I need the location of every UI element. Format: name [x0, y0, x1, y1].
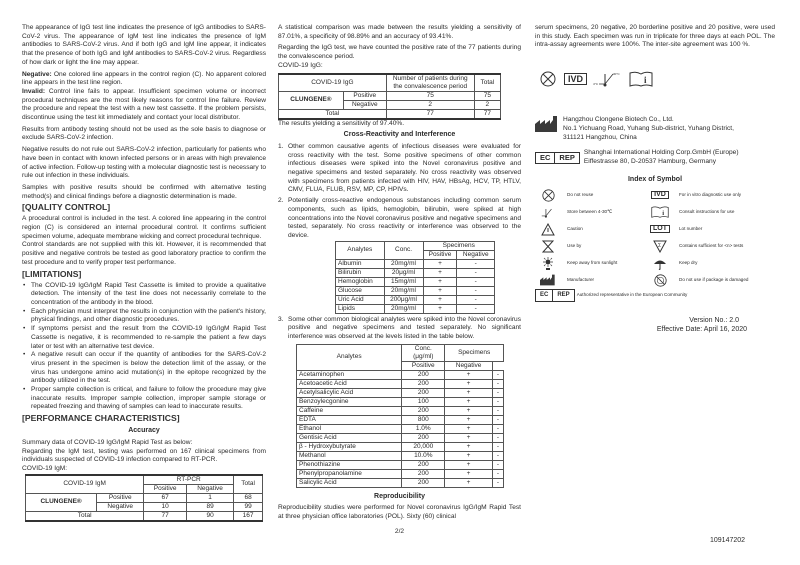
- limitation-item: • The COVID-19 IgG/IgM Rapid Test Cassette is limited to provide a qualitative detection. The intensity of the test line does not necessarily correlate to the concentration of the antibody in the blood.: [22, 282, 266, 308]
- table-row: [297, 460, 504, 469]
- accuracy-heading: Accuracy: [128, 427, 160, 435]
- negative-result: -: [492, 442, 503, 451]
- manufacturer-address: [563, 116, 734, 142]
- symbol-item: [535, 222, 647, 236]
- positive-result: +: [423, 295, 457, 304]
- reproducibility-continued: serum specimens, 20 negative, 20 borderline positive and 20 positive, were used in this study. Each specimen was run in triplicate for three days at each POL. The intra-assay agreements were 100%. The inter-site agreement was 100 %.: [535, 24, 775, 49]
- negative-result: -: [492, 388, 503, 397]
- concentration: 200: [402, 406, 445, 415]
- positive-result: +: [445, 442, 493, 451]
- manufacturer-street: No.1 Yichuang Road, Yuhang Sub-district, Yuhang District,: [563, 124, 734, 132]
- temperature-icon: [595, 70, 621, 88]
- concentration: 200: [402, 388, 445, 397]
- conc-header: Conc.: [384, 241, 423, 259]
- igg-description: Regarding the IgG test, we have counted the positive rate of the 77 patients during the convalescence period.: [278, 44, 521, 61]
- positive-result: +: [423, 259, 457, 268]
- positive-result: +: [445, 460, 493, 469]
- index-of-symbol-heading: Index of Symbol: [627, 175, 683, 183]
- positive-result: +: [445, 415, 493, 424]
- page-number: 2/2: [394, 527, 405, 535]
- list-item: [278, 143, 521, 195]
- list-item: [278, 316, 521, 488]
- result-invalid: [22, 88, 266, 123]
- symbol-item: [535, 256, 647, 270]
- negative-result: -: [492, 370, 503, 379]
- row-label: Total: [26, 511, 144, 521]
- concentration: 20mg/ml: [384, 286, 423, 295]
- manufacturer-city: 311121 Hangzhou, China: [563, 133, 637, 141]
- row-label: Negative: [97, 502, 144, 511]
- igg-caption: COVID-19 IgG:: [278, 61, 323, 69]
- negative-result: -: [492, 469, 503, 478]
- negative-label: Negative:: [22, 70, 52, 78]
- analyte-name: Glucose: [336, 286, 385, 295]
- analyte-name: Gentisic Acid: [297, 433, 402, 442]
- table-corner: COVID-19 IgM: [26, 475, 144, 494]
- concentration: 100: [402, 397, 445, 406]
- symbol-label: For in vitro diagnostic use only: [679, 192, 742, 198]
- table-row: [336, 259, 495, 268]
- positive-result: +: [423, 286, 457, 295]
- concentration: 200: [402, 370, 445, 379]
- negative-result: -: [492, 379, 503, 388]
- cell: 75: [474, 91, 500, 100]
- positive-result: +: [445, 397, 493, 406]
- cell: 77: [386, 109, 474, 119]
- negative-header: Negative: [445, 361, 493, 370]
- invalid-label: Invalid:: [22, 87, 46, 95]
- cell: 99: [234, 502, 263, 511]
- consult-instructions-icon: [651, 206, 669, 218]
- analyte-name: Bilirubin: [336, 268, 385, 277]
- table-row: [297, 442, 504, 451]
- concentration: 20mg/ml: [384, 259, 423, 268]
- brand-cell: CLUNGENE®: [26, 493, 97, 511]
- cell: 10: [144, 502, 187, 511]
- table-row: [297, 433, 504, 442]
- symbol-label: Keep dry: [679, 260, 698, 266]
- positive-result: +: [445, 469, 493, 478]
- concentration: 800: [402, 415, 445, 424]
- analyte-name: Phenothiazine: [297, 460, 402, 469]
- cell: 2: [386, 100, 474, 109]
- item-text: Some other common biological analytes were spiked into the Novel coronavirus positive and negative specimens and tested separately. No significant interference was observed at the levels listed in the table below.: [288, 315, 521, 341]
- analyte-name: Caffeine: [297, 406, 402, 415]
- symbol-item: [647, 188, 775, 202]
- cross-reactivity-list: [278, 143, 521, 488]
- temp-high-label: 30°C: [613, 72, 620, 77]
- cell: 67: [144, 493, 187, 502]
- negative-result: -: [492, 424, 503, 433]
- specimens-header: Specimens: [445, 344, 504, 361]
- table-row: [297, 388, 504, 397]
- specimens-header: Specimens: [423, 241, 494, 250]
- analyte-name: Salicylic Acid: [297, 478, 402, 487]
- negative-result: -: [457, 286, 495, 295]
- negative-result: -: [457, 277, 495, 286]
- cell: 75: [386, 91, 474, 100]
- table-row: [297, 406, 504, 415]
- effective-date: Effective Date: April 16, 2020: [656, 326, 747, 334]
- reproducibility-text: Reproducibility studies were performed for Novel coronavirus IgG/IgM Rapid Test at three physician office laboratories (POL). Sixty (60) clinical: [278, 504, 521, 521]
- do-not-reuse-icon: [542, 189, 555, 202]
- table-row: [297, 478, 504, 487]
- negative-result: -: [492, 460, 503, 469]
- symbol-item: [647, 222, 775, 236]
- analyte-name: Acetaminophen: [297, 370, 402, 379]
- symbol-label: Do not use if package is damaged: [679, 277, 749, 283]
- column-2: [278, 24, 521, 537]
- table-row: [297, 397, 504, 406]
- document-code: 109147202: [710, 537, 746, 544]
- table-row: [336, 277, 495, 286]
- analyte-name: Uric Acid: [336, 295, 385, 304]
- cell: 1: [187, 493, 234, 502]
- table-row: [297, 370, 504, 379]
- symbol-item: [535, 289, 775, 302]
- positive-result: +: [445, 433, 493, 442]
- quality-control-heading: [QUALITY CONTROL]: [22, 202, 111, 213]
- symbol-item: [647, 273, 775, 287]
- concentration: 20mg/ml: [384, 304, 423, 313]
- negative-result: -: [457, 259, 495, 268]
- symbol-item: [647, 256, 775, 270]
- row-label: Negative: [343, 100, 386, 109]
- sole-basis-text: Results from antibody testing should not be used as the sole basis to diagnose or exclude SARS-CoV-2 infection.: [22, 125, 266, 142]
- total-header: Total: [234, 475, 263, 494]
- analyte-name: Hemoglobin: [336, 277, 385, 286]
- sufficient-for-icon: [653, 240, 667, 253]
- cell: 167: [234, 511, 263, 521]
- ivd-icon: IVD: [564, 73, 587, 86]
- manufacturer-icon: [535, 116, 559, 132]
- sunlight-icon: [541, 257, 555, 270]
- limitation-item: • A negative result can occur if the quantity of antibodies for the SARS-CoV-2 virus present in the specimen is below the detection limit of the assay, or the virus has undergone amino acid mutation(s) in the epitope recognized by the antibody utilized in the test.: [22, 351, 266, 386]
- negative-result: -: [492, 451, 503, 460]
- rep-label: REP: [552, 290, 573, 301]
- symbol-label: Lot number: [679, 226, 703, 232]
- negative-header: Negative: [187, 484, 234, 493]
- item-number: 2.: [278, 197, 284, 205]
- positive-samples-text: Samples with positive results should be confirmed with alternative testing method(s) and clinical findings before a diagnostic determination is made.: [22, 183, 266, 200]
- table-row: [297, 469, 504, 478]
- positive-result: +: [445, 451, 493, 460]
- item-number: 1.: [278, 142, 284, 150]
- item-text: Potentially cross-reactive endogenous substances including common serum components, such as lipids, hemoglobin, bilirubin, were spiked at high concentrations into the Novel coronavirus positive and negative specimens and tested, separately. No cross reactivity or interference was observed to the device.: [288, 197, 521, 239]
- concentration: 200μg/ml: [384, 295, 423, 304]
- negative-result: -: [457, 295, 495, 304]
- table-row: [297, 424, 504, 433]
- qc-paragraph-1: A procedural control is included in the test. A colored line appearing in the control region (C) is considered an internal procedural control. It confirms sufficient specimen volume, adequate membrane wicking and correct procedural technique.: [22, 215, 266, 240]
- concentration: 200: [402, 469, 445, 478]
- symbol-label: Manufacturer: [567, 277, 595, 283]
- concentration: 1.0%: [402, 424, 445, 433]
- endogenous-substances-table: [335, 241, 495, 314]
- ec-rep-icon: [535, 152, 580, 165]
- positive-result: +: [423, 304, 457, 313]
- symbol-label: Use by: [567, 243, 582, 249]
- concentration: 20,000: [402, 442, 445, 451]
- result-positive-text: The appearance of IgG test line indicates the presence of IgG antibodies to SARS-CoV-2 virus. The appearance of IgM test line indicates the presence of IgM antibodies to SARS-CoV-2 virus. And if both IgG and IgM line appear, it indicates that the presence of both IgG and IgM antibodies to SARS-CoV-2 virus. Regardless of how dark or light the line may appear.: [22, 24, 266, 66]
- table-row: [297, 415, 504, 424]
- svg-text:i: i: [662, 210, 665, 218]
- negative-result: -: [457, 268, 495, 277]
- negative-result: -: [492, 433, 503, 442]
- version-number: Version No.: 2.0: [689, 317, 739, 325]
- ec-rep-block: [535, 149, 775, 166]
- qc-paragraph-2: Control standards are not supplied with this kit. However, it is recommended that positive and negative controls be tested as good laboratory practice to confirm the test procedure and to verify proper test performance.: [22, 241, 266, 266]
- list-item: [278, 197, 521, 314]
- statistical-comparison: A statistical comparison was made between the results yielding a sensitivity of 87.01%, a specificity of 98.89% and an accuracy of 93.41%.: [278, 24, 521, 40]
- performance-heading: [PERFORMANCE CHARACTERISTICS]: [22, 413, 180, 424]
- manufacturer-name: Hangzhou Clongene Biotech Co., Ltd.: [563, 116, 674, 124]
- cell: 77: [474, 109, 500, 119]
- result-negative: [22, 71, 266, 88]
- limitation-item: • Each physician must interpret the results in conjunction with the patient's history, physical findings, and other diagnostic procedures.: [22, 308, 266, 325]
- manufacturer-block: [535, 116, 775, 142]
- analyte-name: Benzoylecgonine: [297, 397, 402, 406]
- igg-table: [278, 73, 501, 120]
- symbol-item: [535, 273, 647, 287]
- symbol-label: Keep away from sunlight: [567, 260, 618, 266]
- concentration: 200: [402, 460, 445, 469]
- lot-icon: LOT: [650, 225, 670, 233]
- cell: 90: [187, 511, 234, 521]
- symbol-label: Contains sufficient for <n> tests: [679, 243, 744, 249]
- symbol-label: Store between 4-30℃: [567, 209, 613, 215]
- cell: 77: [144, 511, 187, 521]
- version-block: [535, 316, 775, 334]
- concentration: 200: [402, 379, 445, 388]
- svg-text:Σ: Σ: [658, 242, 662, 249]
- table-row: [336, 268, 495, 277]
- symbol-item: [647, 205, 775, 219]
- positive-header: Positive: [423, 250, 457, 259]
- positive-result: +: [445, 388, 493, 397]
- analyte-name: Ethanol: [297, 424, 402, 433]
- analyte-name: β - Hydroxybutyrate: [297, 442, 402, 451]
- accuracy-summary: Summary data of COVID-19 IgG/IgM Rapid Test as below:: [22, 438, 193, 446]
- ec-rep-icon: [535, 289, 575, 302]
- temperature-icon: [539, 206, 557, 219]
- symbol-index: [535, 188, 775, 287]
- analytes-header: Analytes: [336, 241, 385, 259]
- conc-unit: (μg/ml): [413, 352, 434, 360]
- rep-label: REP: [554, 153, 578, 164]
- table-row: [336, 286, 495, 295]
- limitations-heading: [LIMITATIONS]: [22, 268, 82, 279]
- rt-pcr-header: RT-PCR: [144, 475, 234, 485]
- cross-reactivity-heading: Cross-Reactivity and Interference: [343, 131, 456, 139]
- analyte-name: Methanol: [297, 451, 402, 460]
- cell: 89: [187, 502, 234, 511]
- symbol-label: Do not reuse: [567, 192, 594, 198]
- table-corner: COVID-19 IgG: [279, 74, 387, 92]
- rep-name: Shanghai International Holding Corp.GmbH (Europe): [583, 149, 739, 157]
- positive-result: +: [423, 277, 457, 286]
- row-label: Positive: [97, 493, 144, 502]
- total-header: Total: [474, 74, 500, 92]
- positive-result: +: [445, 424, 493, 433]
- biological-analytes-table: [296, 344, 504, 488]
- conc-header: [402, 344, 445, 361]
- table-row: [297, 451, 504, 460]
- rep-street: Eiffestrasse 80, D-20537 Hamburg, Germany: [583, 157, 717, 165]
- positive-header: Positive: [144, 484, 187, 493]
- rep-address: [584, 149, 739, 166]
- table-row: [336, 304, 495, 313]
- manufacturer-icon: [540, 274, 556, 286]
- negative-header: Negative: [457, 250, 495, 259]
- limitations-list: [22, 282, 266, 413]
- symbol-item: [647, 239, 775, 253]
- table-row: [336, 295, 495, 304]
- symbol-item: [535, 188, 647, 202]
- symbol-label: Caution: [567, 226, 583, 232]
- reproducibility-heading: Reproducibility: [374, 492, 425, 500]
- symbol-row: [540, 70, 775, 88]
- analyte-name: Phenylpropanolamine: [297, 469, 402, 478]
- cell: 68: [234, 493, 263, 502]
- analytes-header: Analytes: [297, 344, 402, 370]
- igm-caption: COVID-19 IgM:: [22, 464, 68, 472]
- concentration: 200: [402, 433, 445, 442]
- igg-sensitivity: The results yielding a sensitivity of 97.40%.: [278, 119, 405, 127]
- ec-label: EC: [540, 152, 551, 162]
- analyte-name: Lipids: [336, 304, 385, 313]
- conc-label: Conc.: [414, 344, 432, 352]
- item-text: Other common causative agents of infectious diseases were evaluated for cross reactivity with the test. Some positive specimens of other common infectious diseases were spiked into the Novel coronavirus positive and negative specimens and tested separately. No cross reactivity was observed with specimens from patients infected with HIV, HAV, HBsAg, HCV, TP, HTLV, CMV, FLUA, FLUB, RSV, MP, CP, HPIVs.: [288, 142, 521, 194]
- analyte-name: Albumin: [336, 259, 385, 268]
- symbol-label: Authorized representative in the European Community: [576, 292, 688, 298]
- invalid-text: Control line fails to appear. Insufficient specimen volume or incorrect procedural techniques are the most likely reasons for control line failure. Review the procedure and repeat the test with a new test cassette. If the problem persists, discontinue using the test kit immediately and contact your local distributor.: [22, 87, 266, 122]
- limitation-item: • Proper sample collection is critical, and failure to follow the procedure may give inaccurate results. Improper sample collection, improper sample storage or repeated freezing and thawing of samples can lead to inaccurate results.: [22, 386, 266, 412]
- negative-result: -: [457, 304, 495, 313]
- consult-instructions-icon: [629, 71, 653, 87]
- symbol-item: [535, 205, 647, 219]
- temp-low-label: 4°C: [593, 82, 599, 87]
- hourglass-icon: [542, 240, 554, 253]
- negative-result: -: [492, 397, 503, 406]
- negative-text: One colored line appears in the control region (C). No apparent colored line appears in the test line region.: [22, 70, 266, 87]
- svg-text:i: i: [644, 75, 647, 86]
- positive-result: +: [445, 370, 493, 379]
- positive-result: +: [445, 406, 493, 415]
- keep-dry-icon: [653, 257, 667, 270]
- row-label: Positive: [343, 91, 386, 100]
- limitation-item: • If symptoms persist and the result from the COVID-19 IgG/IgM Rapid Test Cassette is negative, it is recommended to re-sample the patient a few days later or test with an alternative test device.: [22, 325, 266, 351]
- positive-result: +: [445, 478, 493, 487]
- column-1: [22, 24, 266, 522]
- igm-accuracy-table: [25, 474, 263, 522]
- analyte-name: EDTA: [297, 415, 402, 424]
- item-number: 3.: [278, 315, 284, 323]
- table-row: [297, 379, 504, 388]
- analyte-name: Acetylsalicylic Acid: [297, 388, 402, 397]
- caution-icon: [541, 223, 555, 236]
- ec-label: EC: [540, 292, 549, 299]
- brand-cell: CLUNGENE®: [279, 91, 344, 109]
- positive-result: +: [423, 268, 457, 277]
- row-label: Total: [279, 109, 387, 119]
- positive-header: Positive: [402, 361, 445, 370]
- negative-result: -: [492, 478, 503, 487]
- cell: 2: [474, 100, 500, 109]
- negative-result: -: [492, 406, 503, 415]
- concentration: 15mg/ml: [384, 277, 423, 286]
- negative-results-text: Negative results do not rule out SARS-CoV-2 infection, particularly for patients who have been in contact with known infected persons or in areas with high prevalence of active infection. Follow-up testing with a molecular diagnostic test is necessary to rule out infection in these individuals.: [22, 146, 266, 180]
- ivd-icon: IVD: [651, 191, 669, 199]
- concentration: 200: [402, 478, 445, 487]
- damaged-package-icon: [654, 274, 667, 287]
- patients-header: Number of patients during the convalescence period: [386, 74, 474, 92]
- analyte-name: Acetoacetic Acid: [297, 379, 402, 388]
- concentration: 10.0%: [402, 451, 445, 460]
- positive-result: +: [445, 379, 493, 388]
- symbol-item: [535, 239, 647, 253]
- column-3: [535, 24, 775, 334]
- igm-description: Regarding the IgM test, testing was performed on 167 clinical specimens from individuals suspected of COVID-19 infection compared to RT-PCR.: [22, 447, 266, 464]
- do-not-reuse-icon: [540, 71, 556, 87]
- symbol-label: Consult instructions for use: [679, 209, 735, 215]
- concentration: 20μg/ml: [384, 268, 423, 277]
- negative-result: -: [492, 415, 503, 424]
